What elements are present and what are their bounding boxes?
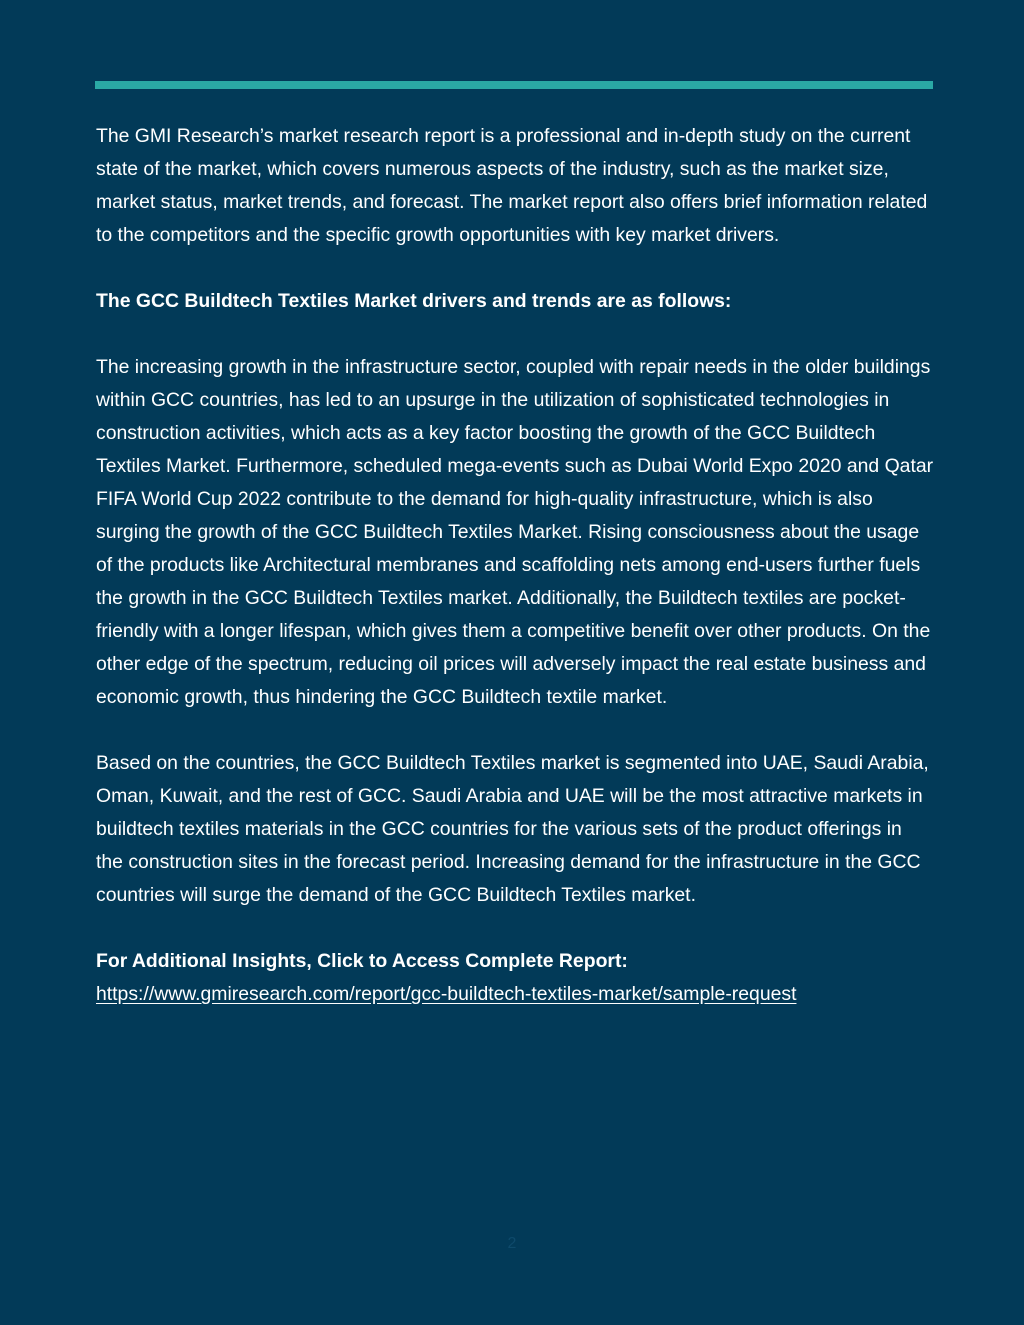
paragraph-spacer <box>96 714 934 747</box>
countries-paragraph: Based on the countries, the GCC Buildtech Textiles market is segmented into UAE, Saudi Arabia, Oman, Kuwait, and the rest of GCC. Saudi Arabia and UAE will be the most attractive markets in buildtech textiles materials in the GCC countries for the various sets of the product offerings in the construction sites in the forecast period. Increasing demand for the infrastructure in the GCC countries will surge the demand of the GCC Buildtech Textiles market. <box>96 752 929 906</box>
document-body <box>96 120 934 1011</box>
paragraph-spacer <box>96 912 934 945</box>
drivers-paragraph: The increasing growth in the infrastructure sector, coupled with repair needs in the older buildings within GCC countries, has led to an upsurge in the utilization of sophisticated technologies in construction activities, which acts as a key factor boosting the growth of the GCC Buildtech Textiles Market. Furthermore, scheduled mega-events such as Dubai World Expo 2020 and Qatar FIFA World Cup 2022 contribute to the demand for high-quality infrastructure, which is also surging the growth of the GCC Buildtech Textiles Market. Rising consciousness about the usage of the products like Architectural membranes and scaffolding nets among end-users further fuels the growth in the GCC Buildtech Textiles market. Additionally, the Buildtech textiles are pocket-friendly with a longer lifespan, which gives them a competitive benefit over other products. On the other edge of the spectrum, reducing oil prices will adversely impact the real estate business and economic growth, thus hindering the GCC Buildtech textile market. <box>96 356 934 708</box>
top-accent-rule <box>95 81 933 89</box>
drivers-heading: The GCC Buildtech Textiles Market drivers and trends are as follows: <box>96 290 732 312</box>
paragraph-spacer <box>96 318 934 351</box>
report-link[interactable]: https://www.gmiresearch.com/report/gcc-buildtech-textiles-market/sample-request <box>96 983 797 1005</box>
page-number: 2 <box>507 1235 517 1252</box>
insights-heading: For Additional Insights, Click to Access Complete Report: <box>96 950 628 972</box>
intro-paragraph: The GMI Research’s market research report is a professional and in-depth study on the current state of the market, which covers numerous aspects of the industry, such as the market size, market status, market trends, and forecast. The market report also offers brief information related to the competitors and the specific growth opportunities with key market drivers. <box>96 125 928 246</box>
paragraph-spacer <box>96 252 934 285</box>
